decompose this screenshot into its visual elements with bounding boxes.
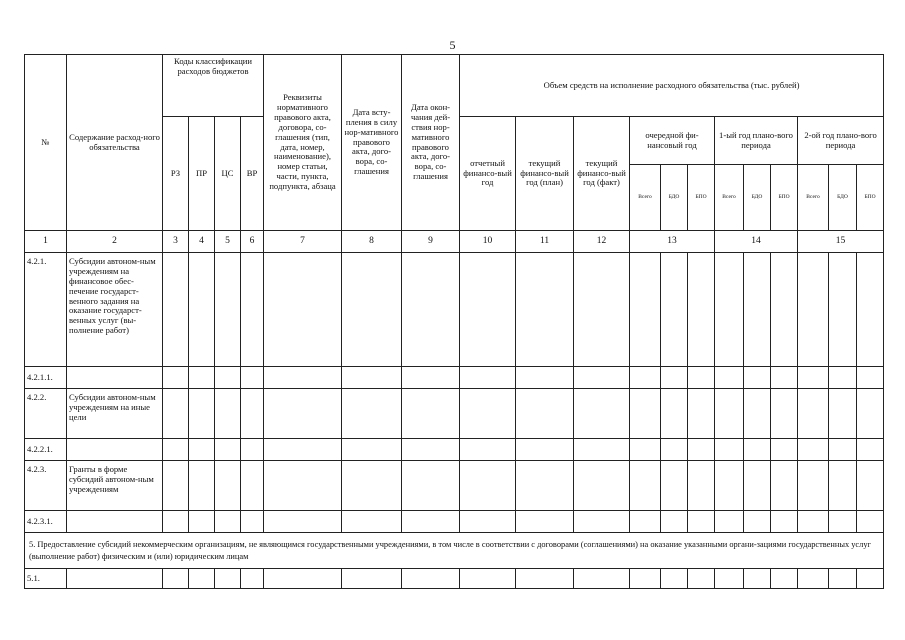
- row-number: 4.2.3.: [25, 461, 67, 511]
- row-content: [67, 439, 163, 461]
- sub-bpo-13: БПО: [688, 165, 715, 231]
- col-next-year-header: очередной фи-нансовый год: [630, 117, 715, 165]
- table-row: [25, 389, 884, 439]
- row-number: 4.2.2.: [25, 389, 67, 439]
- col-pr-header: ПР: [189, 117, 215, 231]
- sub-total-14: Всего: [715, 165, 744, 231]
- expenditure-obligations-table: [24, 54, 884, 589]
- column-number: 7: [264, 231, 342, 253]
- col-date-end-header: Дата окон-чания дей-ствия нор-мативного правового акта, дого-вора, со-глашения: [402, 55, 460, 231]
- col-plan2-header: 2-ой год плано-вого периода: [798, 117, 884, 165]
- column-number: 2: [67, 231, 163, 253]
- col-reporting-header: отчетный финансо-вый год: [460, 117, 516, 231]
- col-date-start-header: Дата всту-пления в силу нор-мативного правового акта, дого-вора, со-глашения: [342, 55, 402, 231]
- col-vr-header: ВР: [241, 117, 264, 231]
- col-no-header: №: [25, 55, 67, 231]
- sub-bdo-15: БДО: [829, 165, 857, 231]
- row-number: 4.2.3.1.: [25, 511, 67, 533]
- column-number: 14: [715, 231, 798, 253]
- col-current-fact-header: текущий финансо-вый год (факт): [574, 117, 630, 231]
- column-number: 9: [402, 231, 460, 253]
- column-number: 3: [163, 231, 189, 253]
- column-number: 4: [189, 231, 215, 253]
- table-row: [25, 461, 884, 511]
- page-number: 5: [449, 38, 456, 52]
- col-codes-header: Коды классификации расходов бюджетов: [163, 55, 264, 117]
- column-number: 5: [215, 231, 241, 253]
- table-row: [25, 253, 884, 367]
- col-volume-header: Объем средств на исполнение расходного обязательства (тыс. рублей): [460, 55, 884, 117]
- row-number: 4.2.2.1.: [25, 439, 67, 461]
- col-cs-header: ЦС: [215, 117, 241, 231]
- column-number: 13: [630, 231, 715, 253]
- column-number: 6: [241, 231, 264, 253]
- col-current-plan-header: текущий финансо-вый год (план): [516, 117, 574, 231]
- col-requisites-header: Реквизиты нормативного правового акта, договора, со-глашения (тип, дата, номер, наименование), номер статьи, части, пункта, подпункта, абзаца: [264, 55, 342, 231]
- column-number: 11: [516, 231, 574, 253]
- section-5-heading: 5. Предоставление субсидий некоммерческим организациям, не являющимся государственными учреждениями, в том числе в соответствии с договорами (соглашениями) на оказание указанными органи-зациями государственных услуг (выполнение работ) физическим и (или) юридическим лицам: [25, 533, 884, 569]
- column-number: 12: [574, 231, 630, 253]
- column-number: 1: [25, 231, 67, 253]
- column-number: 15: [798, 231, 884, 253]
- sub-bdo-14: БДО: [744, 165, 771, 231]
- row-content: Субсидии автоном-ным учреждениям на иные цели: [67, 389, 163, 439]
- col-plan1-header: 1-ый год плано-вого периода: [715, 117, 798, 165]
- col-rz-header: РЗ: [163, 117, 189, 231]
- row-content: [67, 367, 163, 389]
- col-content-header: Содержание расход-ного обязательства: [67, 55, 163, 231]
- sub-total-13: Всего: [630, 165, 661, 231]
- sub-bpo-15: БПО: [857, 165, 884, 231]
- table-row: [25, 367, 884, 389]
- row-content: [67, 511, 163, 533]
- row-number: 5.1.: [25, 569, 67, 589]
- sub-bpo-14: БПО: [771, 165, 798, 231]
- row-content: Субсидии автоном-ным учреждениям на финансовое обес-печение государст-венного задания на оказание государст-венных услуг (вы-полнение работ): [67, 253, 163, 367]
- column-number: 10: [460, 231, 516, 253]
- table-row: [25, 511, 884, 533]
- table-row: [25, 439, 884, 461]
- row-number: 4.2.1.: [25, 253, 67, 367]
- sub-bdo-13: БДО: [661, 165, 688, 231]
- row-content: Гранты в форме субсидий автоном-ным учреждениям: [67, 461, 163, 511]
- column-number: 8: [342, 231, 402, 253]
- table-row: [25, 569, 884, 589]
- row-number: 4.2.1.1.: [25, 367, 67, 389]
- sub-total-15: Всего: [798, 165, 829, 231]
